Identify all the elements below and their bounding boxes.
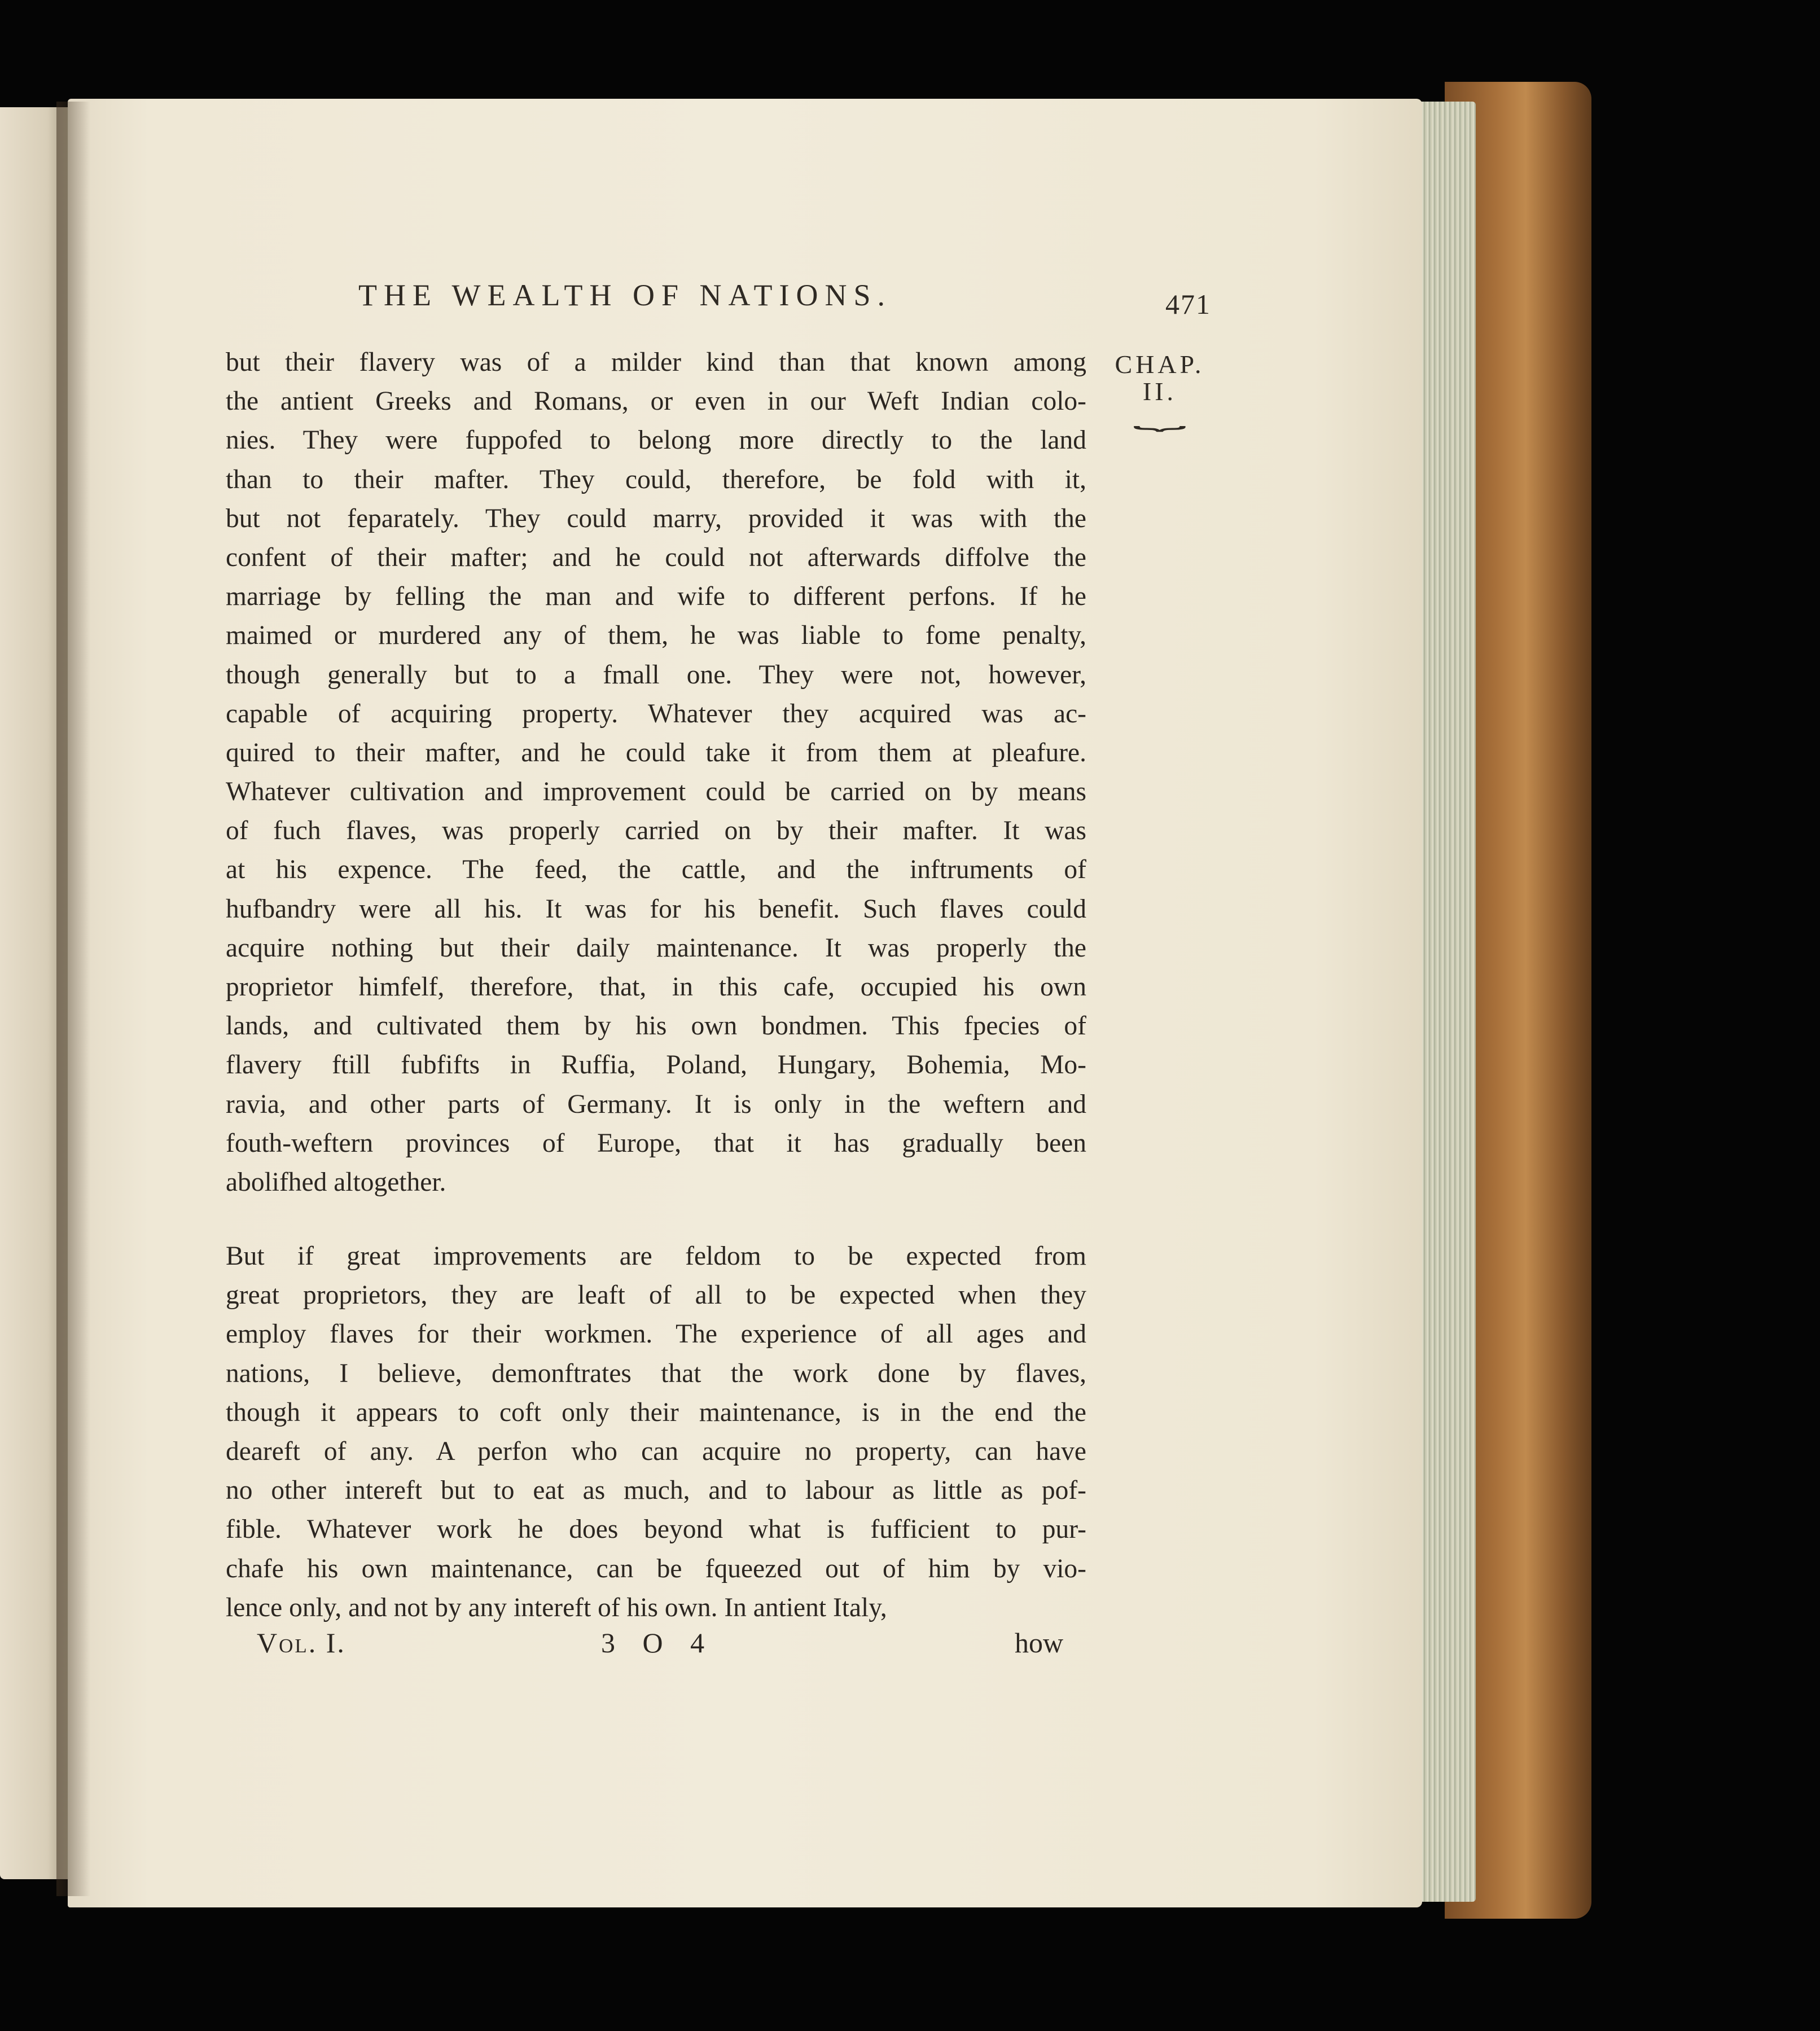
margin-note-numeral: II.: [1142, 377, 1177, 406]
volume-label: Vol. I.: [257, 1627, 346, 1659]
text-line: maimed or murdered any of them, he was liable to fome penalty,: [226, 621, 1086, 651]
catchword: how: [1015, 1627, 1064, 1659]
signature-mark: 3 O 4: [601, 1627, 715, 1659]
margin-note-chap: CHAP.: [1115, 350, 1205, 379]
text-line: fible. Whatever work he does beyond what is fufficient to pur-: [226, 1515, 1086, 1545]
text-line: great proprietors, they are leaft of all to be expected when they: [226, 1280, 1086, 1310]
text-line: abolifhed altogether.: [226, 1167, 446, 1197]
text-line: lence only, and not by any intereft of his own. In antient Italy,: [226, 1593, 887, 1622]
running-head-title: THE WEALTH OF NATIONS.: [358, 278, 892, 312]
text-line: proprietor himfelf, therefore, that, in this cafe, occupied his own: [226, 972, 1086, 1002]
text-line: than to their mafter. They could, therefore, be fold with it,: [226, 464, 1086, 494]
paragraph-2: [226, 1237, 1086, 1628]
text-line: Whatever cultivation and improvement could be carried on by means: [226, 777, 1086, 807]
page-number: 471: [1165, 288, 1211, 320]
text-line: but their flavery was of a milder kind than that known among: [226, 348, 1086, 377]
text-line: nations, I believe, demonftrates that the work done by flaves,: [226, 1358, 1086, 1388]
text-line: though it appears to coft only their maintenance, is in the end the: [226, 1397, 1086, 1427]
text-line: employ flaves for their workmen. The experience of all ages and: [226, 1319, 1086, 1349]
text-line: quired to their mafter, and he could take it from them at pleafure.: [226, 738, 1086, 767]
text-line: confent of their mafter; and he could not afterwards diffolve the: [226, 542, 1086, 572]
text-line: lands, and cultivated them by his own bondmen. This fpecies of: [226, 1011, 1086, 1041]
text-line: capable of acquiring property. Whatever they acquired was ac-: [226, 699, 1086, 729]
text-line: the antient Greeks and Romans, or even in our Weft Indian colo-: [226, 387, 1086, 416]
margin-note: [1106, 351, 1213, 430]
text-line: But if great improvements are feldom to be expected from: [226, 1242, 1086, 1271]
text-line: at his expence. The feed, the cattle, and the inftruments of: [226, 855, 1086, 885]
text-line: nies. They were fuppofed to belong more directly to the land: [226, 425, 1086, 455]
text-line: deareft of any. A perfon who can acquire no property, can have: [226, 1436, 1086, 1466]
text-line: marriage by felling the man and wife to different perfons. If he: [226, 582, 1086, 612]
text-line: ravia, and other parts of Germany. It is only in the weftern and: [226, 1089, 1086, 1119]
text-line: of fuch flaves, was properly carried on by their mafter. It was: [226, 816, 1086, 846]
text-line: hufbandry were all his. It was for his benefit. Such flaves could: [226, 894, 1086, 924]
text-line: though generally but to a fmall one. They were not, however,: [226, 660, 1086, 690]
paragraph-1: [226, 343, 1086, 1202]
text-line: no other intereft but to eat as much, and to labour as little as pof-: [226, 1476, 1086, 1506]
brace-icon: ⏟: [1133, 402, 1187, 430]
text-line: acquire nothing but their daily maintenance. It was properly the: [226, 933, 1086, 963]
text-line: but not feparately. They could marry, provided it was with the: [226, 503, 1086, 533]
text-line: flavery ftill fubfifts in Ruffia, Poland, Hungary, Bohemia, Mo-: [226, 1050, 1086, 1080]
text-line: fouth-weftern provinces of Europe, that it has gradually been: [226, 1128, 1086, 1158]
text-line: chafe his own maintenance, can be fqueezed out of him by vio-: [226, 1554, 1086, 1583]
gutter-shadow: [56, 102, 90, 1896]
